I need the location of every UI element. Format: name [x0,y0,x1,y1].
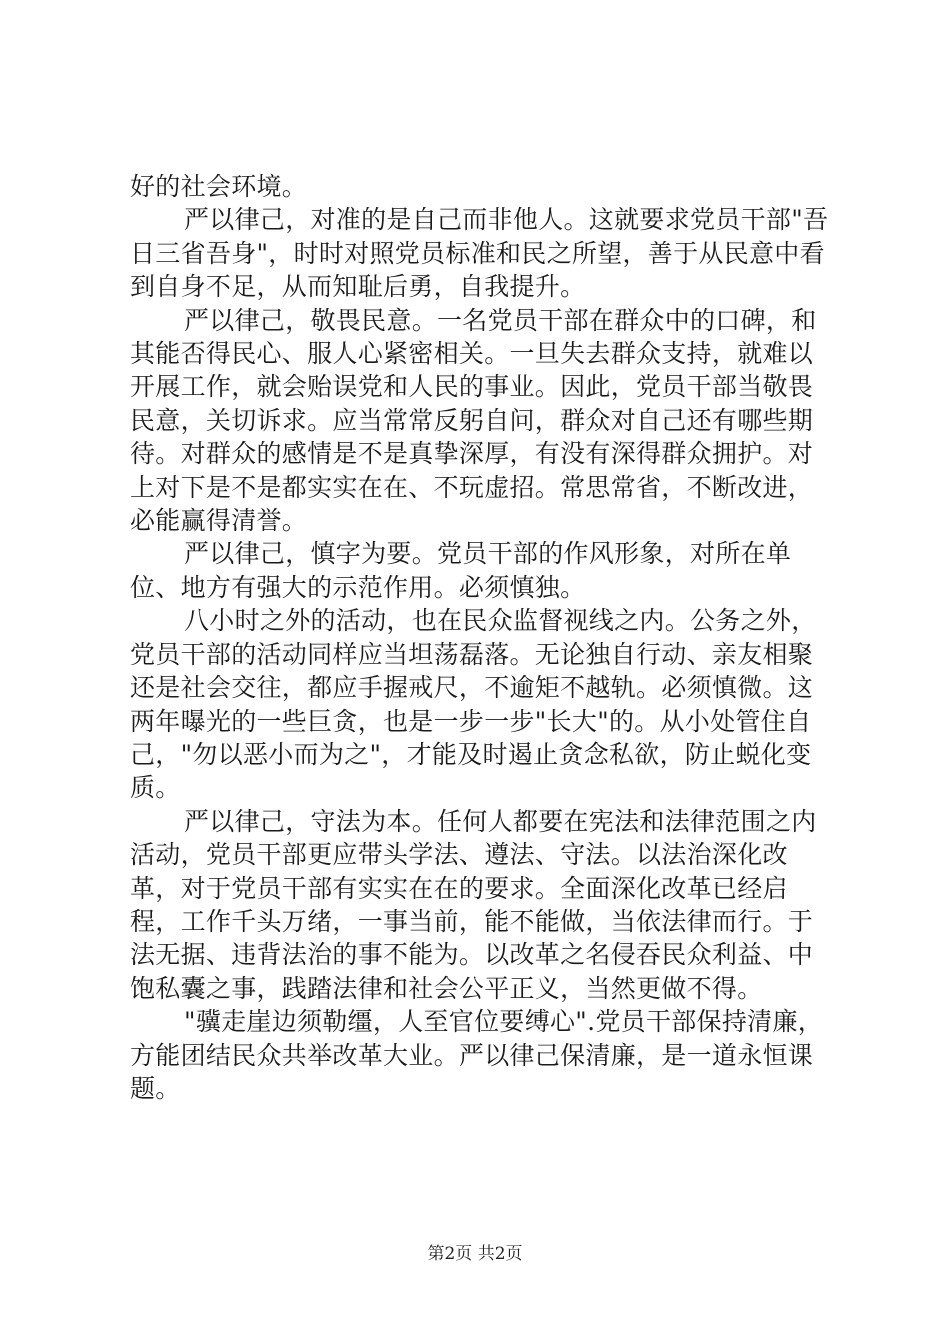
page-number-footer: 第2页 共2页 [427,1244,523,1264]
paragraph-caution: 严以律己，慎字为要。党员干部的作风形象，对所在单位、地方有强大的示范作用。必须慎独。 [130,539,792,602]
paragraph-continuation: 好的社会环境。 [130,172,308,201]
paragraph-after-hours: 八小时之外的活动，也在民众监督视线之内。公务之外，党员干部的活动同样应当坦荡磊落。无论独自行动、亲友相聚还是社会交往，都应手握戒尺，不逾矩不越轨。必须慎微。这两年曝光的一些巨贪，也是一步一步"长大"的。从小处管住自己，"勿以恶小而为之"，才能及时遏止贪念私欲，防止蜕化变质。 [130,606,817,803]
paragraph-self-discipline-intro: 严以律己，对准的是自己而非他人。这就要求党员干部"吾日三省吾身"，时时对照党员标准和民之所望，善于从民意中看到自身不足，从而知耻后勇，自我提升。 [130,205,829,302]
paragraph-rule-of-law: 严以律己，守法为本。任何人都要在宪法和法律范围之内活动，党员干部更应带头学法、遵法、守法。以法治深化改革，对于党员干部有实实在在的要求。全面深化改革已经启程，工作千头万绪，一事当前，能不能做，当依法律而行。于法无据、违背法治的事不能为。以改革之名侵吞民众利益、中饱私囊之事，践踏法律和社会公平正义，当然更做不得。 [130,806,817,1003]
paragraph-conclusion: "骥走崖边须勒缰，人至官位要缚心".党员干部保持清廉，方能团结民众共举改革大业。严以律己保清廉，是一道永恒课题。 [130,1007,824,1103]
paragraph-respect-public-opinion: 严以律己，敬畏民意。一名党员干部在群众中的口碑，和其能否得民心、服人心紧密相关。一旦失去群众支持，就难以开展工作，就会贻误党和人民的事业。因此，党员干部当敬畏民意，关切诉求。应当常常反躬自问，群众对自己还有哪些期待。对群众的感情是不是真挚深厚，有没有深得群众拥护。对上对下是不是都实实在在、不玩虚招。常思常省，不断改进，必能赢得清誉。 [130,305,817,536]
document-body [130,170,830,1105]
